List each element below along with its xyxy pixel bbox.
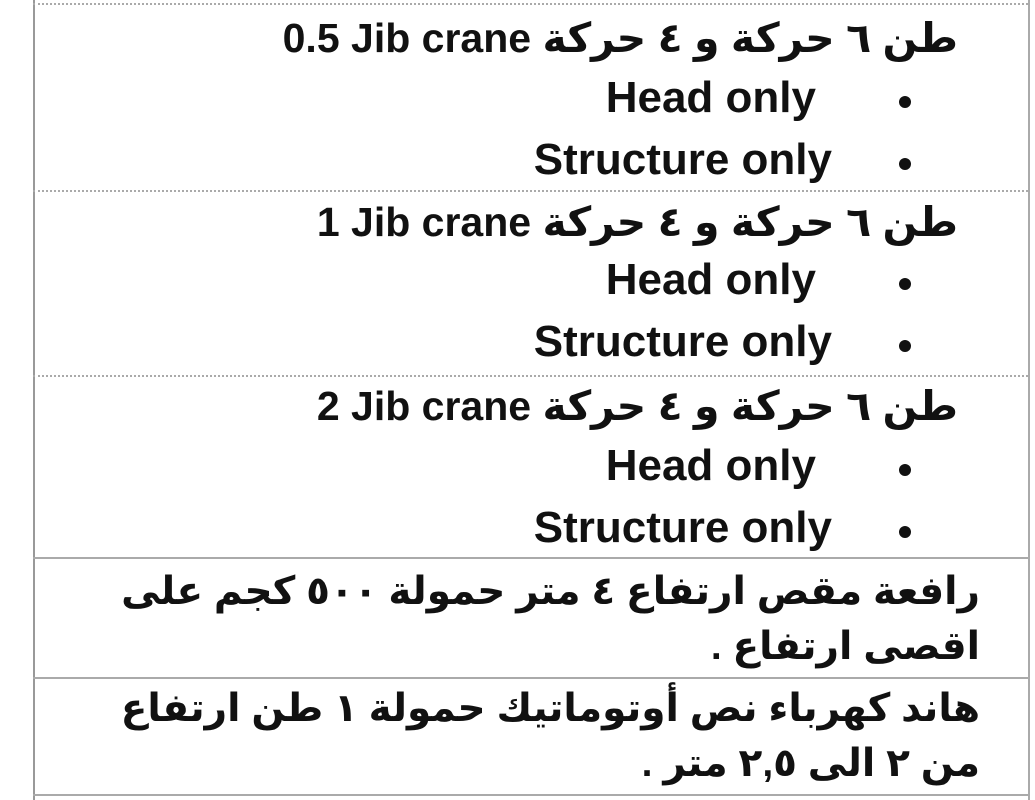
list-item-label: Structure only [533, 317, 832, 366]
list-item [34, 317, 1028, 370]
table-row [34, 380, 1028, 556]
table-right-border [1028, 0, 1030, 800]
list-item-label: Structure only [533, 135, 832, 184]
table-row [34, 14, 1028, 190]
list-item [34, 135, 1028, 188]
row-title: 0.5 Jib crane طن ٦ حركة و ٤ حركة [282, 15, 958, 61]
table-row [34, 196, 1028, 372]
list-item-label: Structure only [533, 503, 832, 552]
bullet-icon [899, 526, 911, 538]
list-item-label: Head only [605, 255, 816, 304]
list-item [34, 255, 1028, 308]
list-item [34, 73, 1028, 126]
row-paragraph: هاند كهرباء نص أوتوماتيك حمولة ١ طن ارتفاع من ٢ الى ٢,٥ متر . [120, 687, 980, 785]
bullet-icon [899, 158, 911, 170]
list-item-label: Head only [605, 441, 816, 490]
bullet-icon [899, 464, 911, 476]
row-title: 1 Jib crane طن ٦ حركة و ٤ حركة [316, 199, 958, 245]
row-paragraph: رافعة مقص ارتفاع ٤ متر حمولة ٥٠٠ كجم على اقصى ارتفاع . [121, 570, 980, 668]
row-divider [33, 3, 1028, 5]
list-item [34, 441, 1028, 494]
list-item [34, 503, 1028, 556]
row-divider [33, 557, 1028, 559]
bullet-icon [899, 278, 911, 290]
row-divider [33, 794, 1028, 796]
row-divider [33, 677, 1028, 679]
bullet-icon [899, 340, 911, 352]
row-title: 2 Jib crane طن ٦ حركة و ٤ حركة [316, 383, 958, 429]
table-row [34, 562, 1028, 676]
bullet-icon [899, 96, 911, 108]
table-row [34, 681, 1028, 793]
row-divider [33, 375, 1028, 377]
row-divider [33, 190, 1028, 192]
list-item-label: Head only [605, 73, 816, 122]
